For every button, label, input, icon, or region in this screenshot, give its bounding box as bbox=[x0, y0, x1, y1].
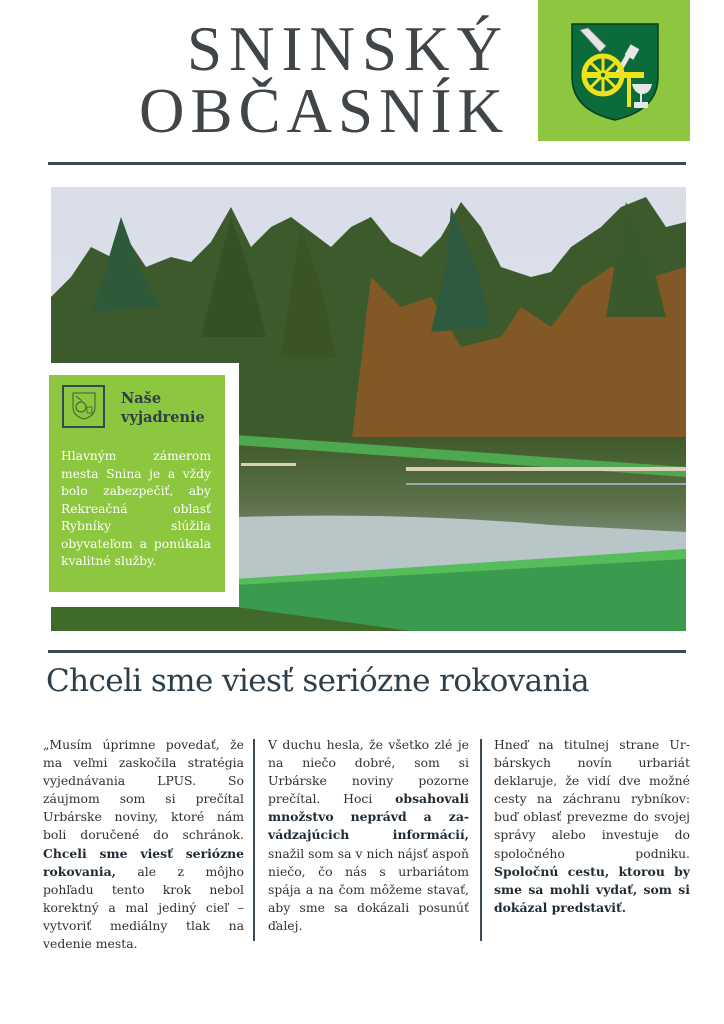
masthead-title-line2: OBČASNÍK bbox=[138, 76, 509, 146]
statement-heading-line2: vyjadrenie bbox=[121, 409, 205, 426]
masthead bbox=[0, 0, 724, 170]
col1-bold: Chceli sme viesť seriózne rokovania, bbox=[43, 845, 244, 879]
coat-of-arms-icon bbox=[570, 22, 660, 122]
article-headline: Chceli sme viesť seriózne rokovania bbox=[46, 663, 590, 699]
col2-bold: obsahovali množstvo neprávd a zavádzajúcich informácií, bbox=[268, 791, 469, 843]
article-column-3 bbox=[494, 736, 690, 917]
article-column-1 bbox=[43, 736, 244, 953]
article-column-2 bbox=[268, 736, 469, 935]
masthead-title-line1: SNINSKÝ bbox=[186, 14, 509, 84]
coat-of-arms-outline-icon bbox=[72, 392, 96, 420]
statement-heading bbox=[121, 389, 205, 427]
headline-divider bbox=[48, 650, 686, 653]
col3-bold: Spoločnú cestu, ktorou by sme sa mohli vydať, som si dokázal predstaviť. bbox=[494, 863, 690, 915]
crest-box bbox=[538, 0, 690, 141]
column-divider bbox=[253, 739, 255, 941]
column-divider bbox=[480, 739, 482, 941]
col3-text: Hneď na titulnej strane Urbárskych novín urbariát deklaruje, že vidí dve možné cesty na záchranu rybníkov: buď oblasť prevezme do svojej správy alebo investuje do spoločného podniku. bbox=[494, 737, 690, 861]
masthead-divider bbox=[48, 162, 686, 165]
col2-text-2: snažil som sa v nich nájsť aspoň niečo, čo nás s urbariátom spája a na čom môžeme stavať, aby sme sa dokázali posunúť ďalej. bbox=[268, 845, 469, 933]
col1-text-2: ale z môjho pohľadu tento krok nebol korektný a mal jediný cieľ – vytvoriť mediálny tlak na vedenie mesta. bbox=[43, 863, 244, 952]
statement-box bbox=[49, 375, 225, 592]
statement-heading-line1: Naše bbox=[121, 390, 162, 407]
col1-text: „Musím úprimne povedať, že ma veľmi zaskočila stratégia vyjednávania LPUS. So záujmom som si prečítal Urbárske noviny, ktoré nám boli doručené do schránok. bbox=[43, 737, 244, 843]
emblem-frame bbox=[62, 385, 105, 428]
statement-body: Hlavným zámerom mesta Snina je a vždy bolo zabezpečiť, aby Rekreačná oblasť Rybníky slúžila obyvateľom a ponúkala kvalitné služby. bbox=[61, 449, 211, 568]
col2-text: V duchu hesla, že všetko zlé je na niečo dobré, som si Urbárske noviny pozorne prečítal. Hoci bbox=[268, 737, 469, 807]
